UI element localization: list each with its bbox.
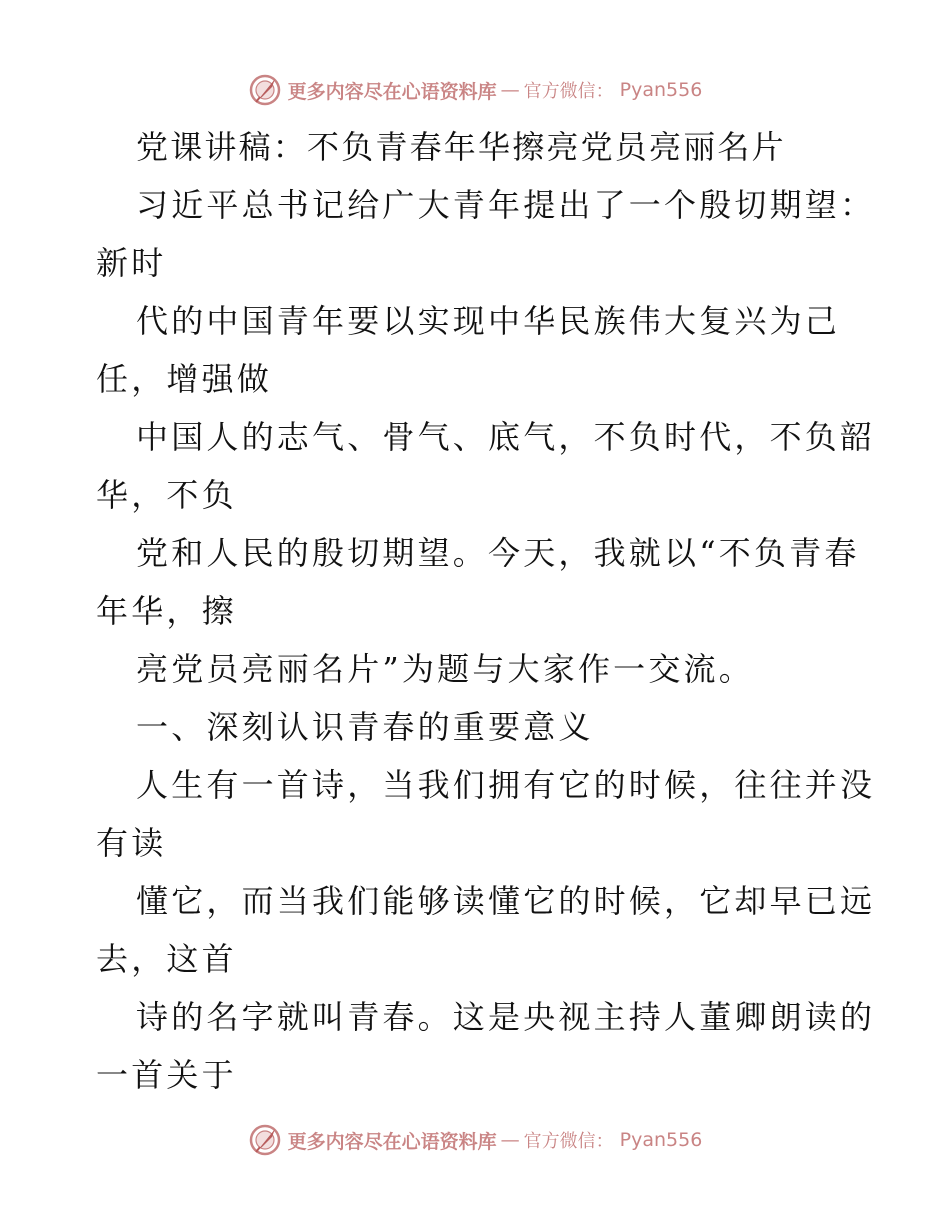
document-line: 年华，擦 xyxy=(96,592,237,630)
watermark-wechat-label: 官方微信： xyxy=(523,1131,614,1152)
document-line: 任，增强做 xyxy=(96,360,273,398)
watermark-wechat-id: Pyan556 xyxy=(619,1129,703,1151)
footer-watermark xyxy=(0,1120,950,1160)
quill-circle-logo-icon xyxy=(248,1123,282,1157)
document-line: 亮党员亮丽名片”为题与大家作一交流。 xyxy=(136,650,754,688)
document-lines xyxy=(96,176,876,1104)
document-line: 人生有一首诗，当我们拥有它的时候，往往并没 xyxy=(136,766,876,804)
watermark-site-name: 更多内容尽在心语资料库 xyxy=(287,1130,497,1153)
header-watermark xyxy=(0,70,950,110)
quill-circle-logo-icon xyxy=(248,73,282,107)
watermark-wechat-label: 官方微信： xyxy=(523,81,614,102)
document-line: 懂它，而当我们能够读懂它的时候，它却早已远 xyxy=(136,882,876,920)
document-line: 代的中国青年要以实现中华民族伟大复兴为己 xyxy=(136,302,841,340)
document-line: 去，这首 xyxy=(96,940,237,978)
document-line: 诗的名字就叫青春。这是央视主持人董卿朗读的 xyxy=(136,998,876,1036)
watermark-separator: — xyxy=(500,79,520,101)
document-line: 一首关于 xyxy=(96,1056,237,1094)
document-line: 习近平总书记给广大青年提出了一个殷切期望： xyxy=(136,186,876,224)
document-line: 华，不负 xyxy=(96,476,237,514)
document-line: 中国人的志气、骨气、底气，不负时代，不负韶 xyxy=(136,418,876,456)
watermark-separator: — xyxy=(500,1129,520,1151)
document-line: 有读 xyxy=(96,824,167,862)
watermark-site-name: 更多内容尽在心语资料库 xyxy=(287,80,497,103)
document-line: 新时 xyxy=(96,244,167,282)
document-line: 一、深刻认识青春的重要意义 xyxy=(136,708,594,746)
document-body xyxy=(96,118,876,1104)
watermark-wechat-id: Pyan556 xyxy=(619,79,703,101)
document-line: 党和人民的殷切期望。今天，我就以“不负青春 xyxy=(136,534,860,572)
document-title: 党课讲稿：不负青春年华擦亮党员亮丽名片 xyxy=(136,128,786,166)
